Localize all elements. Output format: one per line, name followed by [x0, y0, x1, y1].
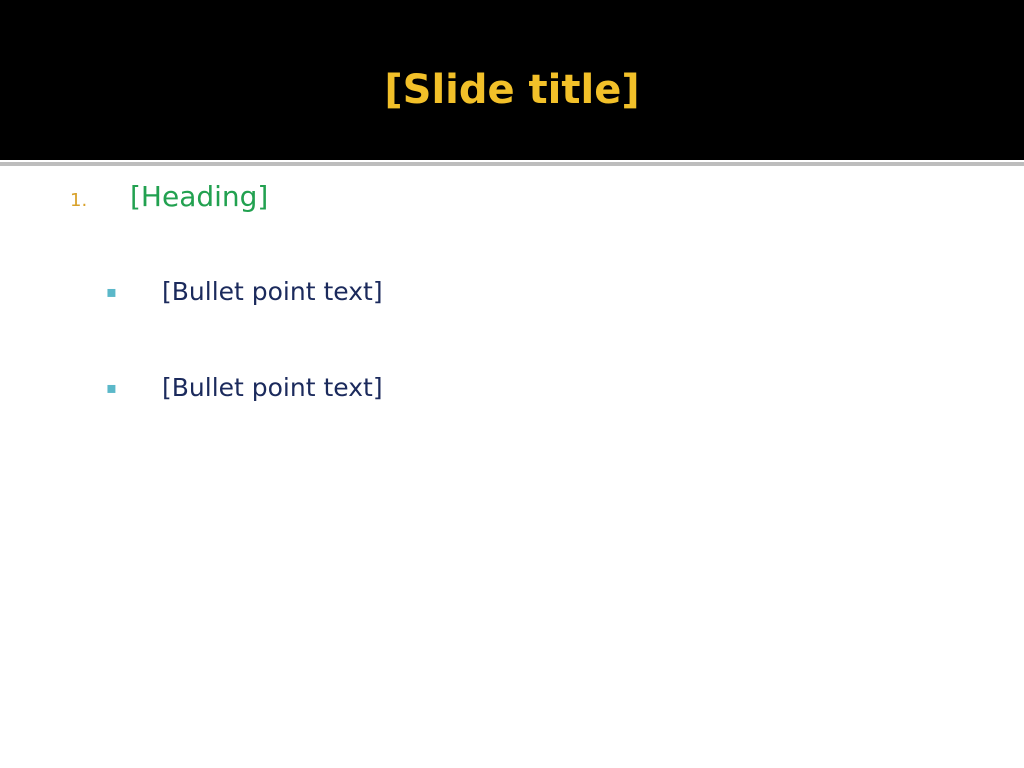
bullet-list — [70, 272, 970, 408]
bullet-item — [70, 368, 970, 408]
title-divider — [0, 162, 1024, 166]
numbered-item — [70, 180, 970, 232]
square-bullet-icon: ▪ — [106, 378, 117, 397]
slide-title: [Slide title] — [384, 67, 640, 113]
bullet-item — [70, 272, 970, 312]
bullet-text: [Bullet point text] — [162, 277, 383, 306]
item-heading: [Heading] — [130, 180, 269, 213]
bullet-text: [Bullet point text] — [162, 373, 383, 402]
title-bar — [0, 0, 1024, 160]
slide-content — [70, 180, 970, 740]
square-bullet-icon: ▪ — [106, 282, 117, 301]
item-number: 1. — [70, 190, 88, 211]
